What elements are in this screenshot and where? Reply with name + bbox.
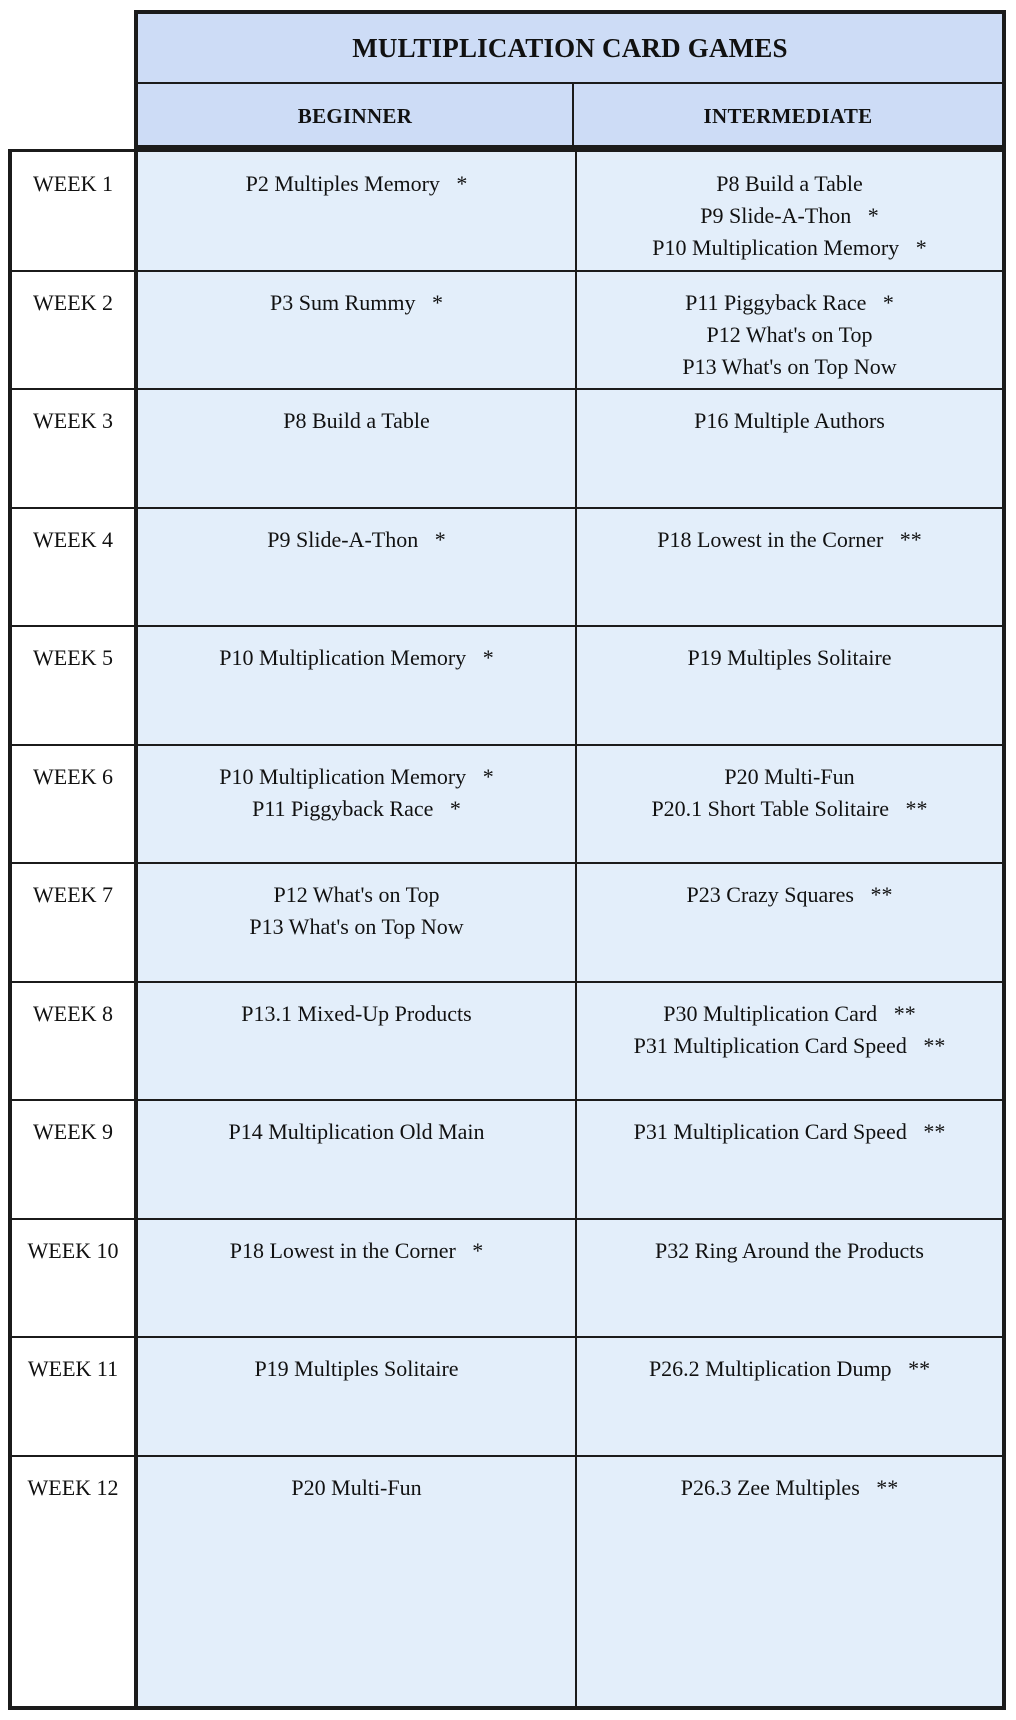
table-row [12, 1456, 1002, 1585]
game-entry [138, 998, 575, 1030]
beginner-cell [138, 982, 575, 1030]
game-name: P20 Multi-Fun [724, 764, 855, 789]
week-label: WEEK 10 [27, 1238, 119, 1263]
game-entry [577, 1116, 1002, 1148]
game-name: P20.1 Short Table Solitaire [651, 796, 890, 821]
week-label: WEEK 6 [32, 764, 114, 789]
difficulty-stars: ** [908, 1356, 931, 1381]
game-name: P8 Build a Table [716, 171, 863, 196]
game-entry [138, 879, 575, 911]
week-label: WEEK 5 [32, 645, 114, 670]
game-entry [138, 1235, 575, 1267]
game-name: P9 Slide-A-Thon [700, 203, 852, 228]
game-name: P2 Multiples Memory [245, 171, 440, 196]
table-row [12, 1337, 1002, 1466]
game-name: P19 Multiples Solitaire [687, 645, 892, 670]
intermediate-cell [577, 982, 1002, 1062]
game-name: P8 Build a Table [283, 408, 430, 433]
game-entry [577, 524, 1002, 556]
game-name: P10 Multiplication Memory [652, 235, 900, 260]
beginner-cell [138, 1337, 575, 1385]
week-label: WEEK 2 [32, 290, 114, 315]
game-entry [577, 998, 1002, 1030]
table-title: MULTIPLICATION CARD GAMES [138, 14, 1002, 84]
difficulty-stars: ** [876, 1475, 899, 1500]
game-name: P26.3 Zee Multiples [680, 1475, 860, 1500]
difficulty-stars: ** [905, 796, 928, 821]
beginner-cell [138, 1219, 575, 1267]
week-label: WEEK 7 [32, 882, 114, 907]
game-entry [577, 287, 1002, 319]
game-name: P19 Multiples Solitaire [254, 1356, 459, 1381]
game-entry [577, 1353, 1002, 1385]
game-entry [138, 524, 575, 556]
week-label: WEEK 1 [32, 171, 114, 196]
game-entry [138, 405, 575, 437]
intermediate-cell [577, 1219, 1002, 1267]
difficulty-stars: * [434, 527, 446, 552]
difficulty-stars: * [915, 235, 927, 260]
game-entry [577, 232, 1002, 264]
game-name: P13 What's on Top Now [249, 914, 464, 939]
difficulty-stars: ** [870, 882, 893, 907]
table-row [12, 1100, 1002, 1229]
intermediate-cell [577, 1100, 1002, 1148]
week-label: WEEK 8 [32, 1001, 114, 1026]
intermediate-cell [577, 508, 1002, 556]
table-row [12, 271, 1002, 400]
week-label: WEEK 12 [27, 1475, 119, 1500]
game-entry [138, 287, 575, 319]
game-name: P18 Lowest in the Corner [657, 527, 884, 552]
game-name: P10 Multiplication Memory [219, 764, 467, 789]
game-entry [577, 351, 1002, 383]
game-entry [577, 168, 1002, 200]
game-name: P23 Crazy Squares [686, 882, 854, 907]
table-row [12, 626, 1002, 755]
difficulty-stars: * [431, 290, 443, 315]
game-entry [138, 168, 575, 200]
difficulty-stars: * [482, 764, 494, 789]
beginner-cell [138, 1456, 575, 1504]
game-name: P32 Ring Around the Products [655, 1238, 924, 1263]
table-row [12, 745, 1002, 874]
game-entry [577, 642, 1002, 674]
game-entry [138, 911, 575, 943]
game-entry [138, 793, 575, 825]
table-row [12, 508, 1002, 637]
column-header-intermediate: INTERMEDIATE [703, 104, 873, 128]
week-label: WEEK 11 [27, 1356, 119, 1381]
intermediate-cell [577, 863, 1002, 911]
game-name: P26.2 Multiplication Dump [648, 1356, 892, 1381]
table-header [134, 10, 1006, 149]
game-entry [577, 761, 1002, 793]
game-entry [577, 1030, 1002, 1062]
game-entry [577, 793, 1002, 825]
beginner-cell [138, 389, 575, 437]
intermediate-cell [577, 1456, 1002, 1504]
game-name: P31 Multiplication Card Speed [633, 1033, 907, 1058]
game-entry [577, 1472, 1002, 1504]
schedule-grid [8, 149, 1006, 1710]
game-entry [138, 1472, 575, 1504]
game-name: P13 What's on Top Now [682, 354, 897, 379]
difficulty-stars: * [882, 290, 894, 315]
game-name: P31 Multiplication Card Speed [633, 1119, 907, 1144]
difficulty-stars: * [482, 645, 494, 670]
intermediate-cell [577, 626, 1002, 674]
game-name: P18 Lowest in the Corner [229, 1238, 456, 1263]
week-label: WEEK 3 [32, 408, 114, 433]
table-row [12, 1219, 1002, 1348]
difficulty-stars: ** [899, 527, 922, 552]
game-name: P14 Multiplication Old Main [228, 1119, 485, 1144]
beginner-cell [138, 508, 575, 556]
game-name: P16 Multiple Authors [694, 408, 885, 433]
game-entry [577, 319, 1002, 351]
game-entry [577, 1235, 1002, 1267]
beginner-cell [138, 271, 575, 319]
intermediate-cell [577, 271, 1002, 383]
game-name: P12 What's on Top [273, 882, 440, 907]
game-name: P3 Sum Rummy [270, 290, 416, 315]
difficulty-stars: * [449, 796, 461, 821]
intermediate-cell [577, 1337, 1002, 1385]
intermediate-cell [577, 389, 1002, 437]
game-name: P13.1 Mixed-Up Products [241, 1001, 472, 1026]
difficulty-stars: * [472, 1238, 484, 1263]
beginner-cell [138, 152, 575, 200]
game-name: P11 Piggyback Race [685, 290, 867, 315]
game-name: P9 Slide-A-Thon [267, 527, 419, 552]
game-entry [577, 200, 1002, 232]
beginner-cell [138, 863, 575, 943]
difficulty-stars: * [456, 171, 468, 196]
game-entry [577, 405, 1002, 437]
difficulty-stars: * [867, 203, 879, 228]
game-entry [577, 879, 1002, 911]
game-name: P11 Piggyback Race [252, 796, 434, 821]
table-row [12, 863, 1002, 992]
table-row [12, 152, 1002, 281]
beginner-cell [138, 745, 575, 825]
difficulty-stars: ** [923, 1033, 946, 1058]
table-row [12, 982, 1002, 1111]
game-entry [138, 1353, 575, 1385]
beginner-cell [138, 1100, 575, 1148]
intermediate-cell [577, 152, 1002, 264]
game-entry [138, 761, 575, 793]
difficulty-stars: ** [923, 1119, 946, 1144]
game-entry [138, 642, 575, 674]
game-name: P30 Multiplication Card [663, 1001, 878, 1026]
intermediate-cell [577, 745, 1002, 825]
game-name: P10 Multiplication Memory [219, 645, 467, 670]
table-row [12, 389, 1002, 518]
week-label: WEEK 9 [32, 1119, 114, 1144]
difficulty-stars: ** [893, 1001, 916, 1026]
beginner-cell [138, 626, 575, 674]
game-name: P12 What's on Top [706, 322, 873, 347]
week-label: WEEK 4 [32, 527, 114, 552]
game-entry [138, 1116, 575, 1148]
column-header-beginner: BEGINNER [138, 84, 574, 149]
game-name: P20 Multi-Fun [291, 1475, 422, 1500]
